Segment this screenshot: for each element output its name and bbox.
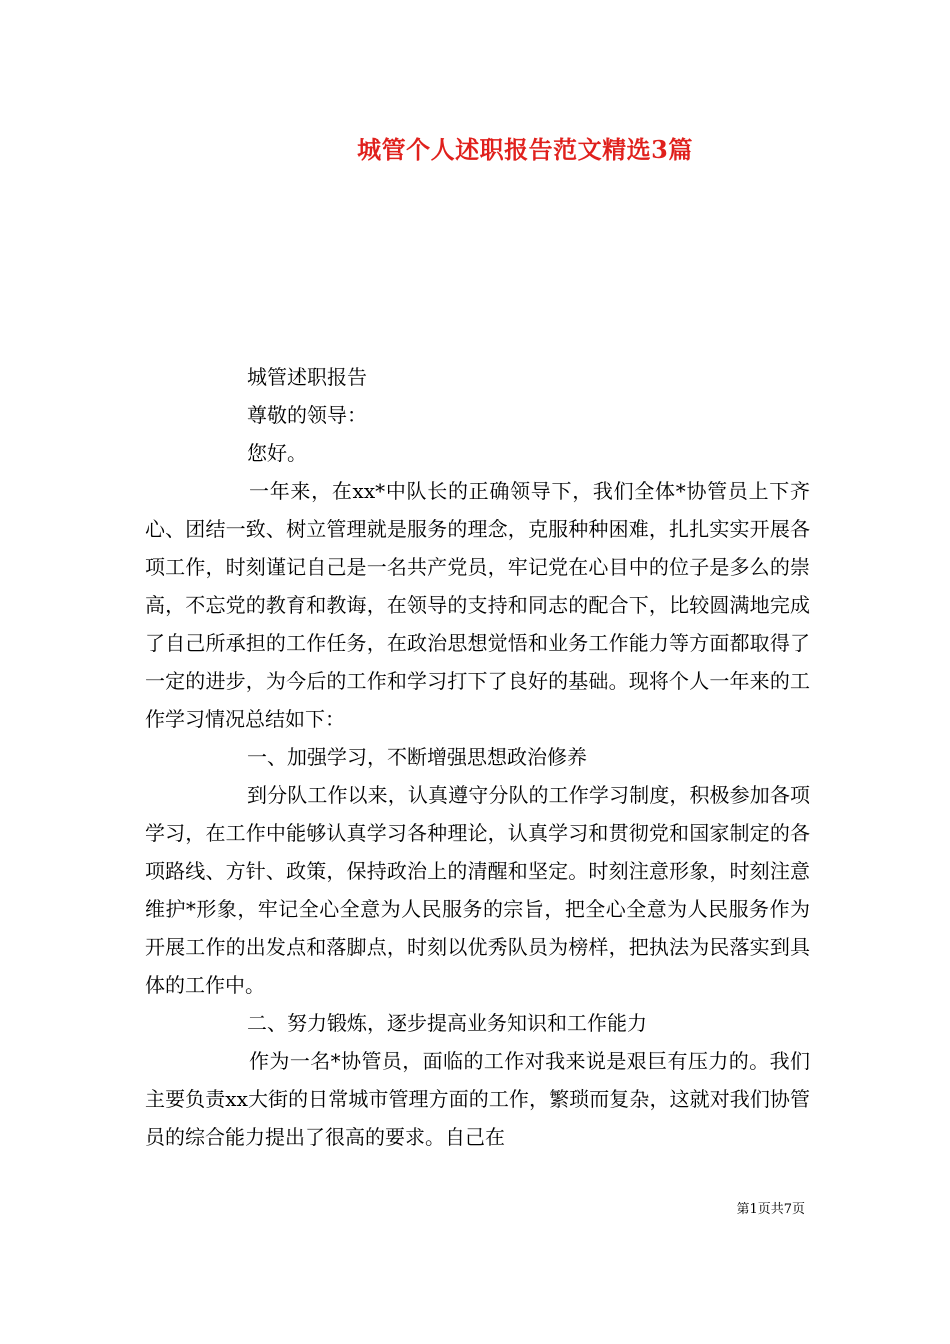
document-body xyxy=(145,358,810,1156)
page-number: 第1页共7页 xyxy=(736,1202,805,1217)
salutation: 尊敬的领导： xyxy=(247,403,367,427)
section-heading-2: 二、努力锻炼，逐步提高业务知识和工作能力 xyxy=(247,1011,647,1035)
section-heading-1: 一、加强学习，不断增强思想政治修养 xyxy=(247,745,587,769)
greeting: 您好。 xyxy=(247,441,307,465)
document-title: 城管个人述职报告范文精选3篇 xyxy=(357,135,693,164)
report-heading: 城管述职报告 xyxy=(247,365,367,389)
paragraph-section-2: 作为一名*协管员，面临的工作对我来说是艰巨有压力的。我们主要负责xx大街的日常城市管理方面的工作，繁琐而复杂，这就对我们协管员的综合能力提出了很高的要求。自己在 xyxy=(145,1049,810,1149)
paragraph-intro: 一年来，在xx*中队长的正确领导下，我们全体*协管员上下齐心、团结一致、树立管理就是服务的理念，克服种种困难，扎扎实实开展各项工作，时刻谨记自己是一名共产党员，牢记党在心目中的位子是多么的崇高，不忘党的教育和教诲，在领导的支持和同志的配合下，比较圆满地完成了自己所承担的工作任务，在政治思想觉悟和业务工作能力等方面都取得了一定的进步，为今后的工作和学习打下了良好的基础。现将个人一年来的工作学习情况总结如下： xyxy=(145,479,810,731)
paragraph-section-1: 到分队工作以来，认真遵守分队的工作学习制度，积极参加各项学习，在工作中能够认真学习各种理论，认真学习和贯彻党和国家制定的各项路线、方针、政策，保持政治上的清醒和坚定。时刻注意形象，时刻注意维护*形象，牢记全心全意为人民服务的宗旨，把全心全意为人民服务作为开展工作的出发点和落脚点，时刻以优秀队员为榜样，把执法为民落实到具体的工作中。 xyxy=(145,783,810,997)
